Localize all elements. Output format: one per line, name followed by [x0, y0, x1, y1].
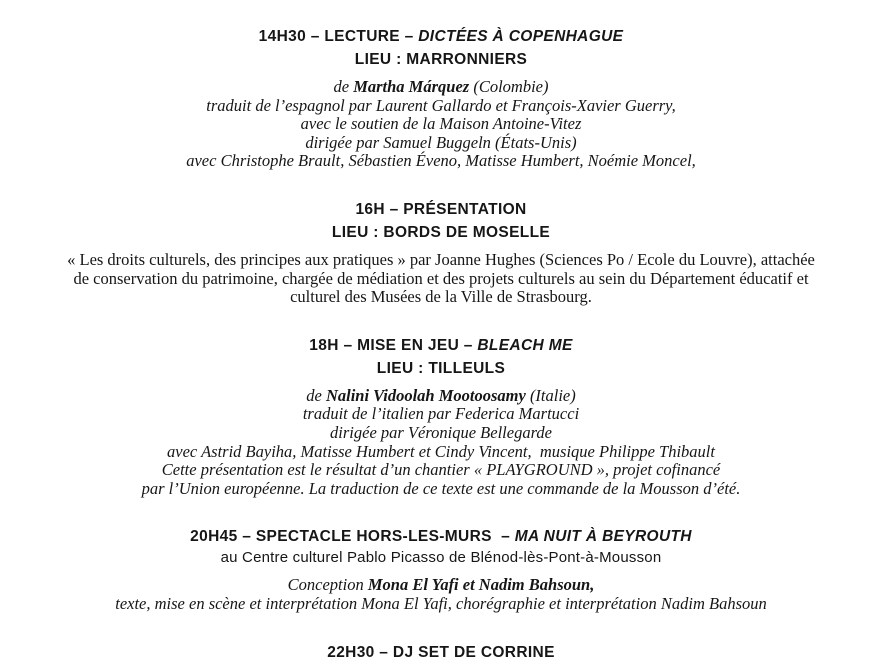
text-segment: 22H30 – DJ SET DE CORRINE: [327, 643, 555, 661]
text-segment: dirigée par Véronique Bellegarde: [330, 422, 552, 442]
body-line: [0, 405, 882, 424]
text-segment: avec Astrid Bayiha, Matisse Humbert et Cindy Vincent, musique Philippe Thibault: [167, 441, 715, 461]
text-segment: DICTÉES À COPENHAGUE: [418, 28, 624, 45]
text-segment: de: [306, 385, 326, 405]
text-segment: de conservation du patrimoine, chargée de médiation et des projets culturels au sein du Département éducatif et: [73, 268, 809, 288]
section-heading: [0, 199, 882, 220]
text-segment: 14H30 – LECTURE –: [258, 28, 419, 45]
text-segment: culturel des Musées de la Ville de Strasbourg.: [290, 287, 592, 307]
text-segment: dirigée par Samuel Buggeln (États-Unis): [305, 132, 577, 152]
section-body: [0, 78, 882, 171]
section-heading: [0, 642, 882, 663]
text-segment: « Les droits culturels, des principes aux pratiques » par Joanne Hughes (Sciences Po / Ecole du Louvre), attachée: [67, 249, 815, 269]
section-heading: [0, 335, 882, 356]
text-segment: par l’Union européenne. La traduction de ce texte est une commande de la Mousson d’été.: [141, 478, 741, 498]
body-line: [0, 288, 882, 307]
section-lecture-14h30: [0, 26, 882, 171]
body-line: [0, 134, 882, 153]
body-line: [0, 595, 882, 614]
text-segment: Mona El Yafi et Nadim Bahsoun,: [367, 575, 595, 595]
body-line: [0, 152, 882, 171]
body-line: [0, 424, 882, 443]
section-heading: [0, 26, 882, 47]
section-spectacle-20h45: [0, 526, 882, 613]
body-line: [0, 270, 882, 289]
body-line: [0, 115, 882, 134]
text-segment: Cette présentation est le résultat d’un chantier « PLAYGROUND », projet cofinancé: [161, 460, 721, 480]
text-segment: 20H45 – SPECTACLE HORS-LES-MURS –: [190, 528, 515, 546]
text-segment: traduit de l’italien par Federica Martucci: [302, 404, 580, 424]
section-mise-en-jeu-18h: [0, 335, 882, 499]
text-segment: avec le soutien de la Maison Antoine-Vitez: [300, 114, 582, 134]
section-dj-set-22h30: [0, 642, 882, 663]
text-segment: texte, mise en scène et interprétation Mona El Yafi, chorégraphie et interprétation Nadim Bahsoun: [115, 593, 767, 613]
section-body: [0, 387, 882, 499]
section-venue: LIEU : BORDS DE MOSELLE: [331, 223, 551, 241]
body-line: [0, 443, 882, 462]
text-segment: 18H – MISE EN JEU –: [309, 336, 478, 354]
section-presentation-16h: [0, 199, 882, 307]
text-segment: Martha Márquez: [353, 77, 470, 96]
section-venue: LIEU : MARRONNIERS: [354, 51, 528, 68]
section-body: [0, 576, 882, 613]
text-segment: 16H – PRÉSENTATION: [355, 200, 527, 218]
section-heading: [0, 526, 882, 547]
body-line: [0, 251, 882, 270]
body-line: [0, 387, 882, 406]
text-segment: avec Christophe Brault, Sébastien Éveno, Matisse Humbert, Noémie Moncel,: [186, 151, 696, 171]
text-segment: traduit de l’espagnol par Laurent Gallardo et François-Xavier Guerry,: [206, 95, 676, 115]
body-line: [0, 97, 882, 116]
text-segment: de: [333, 77, 354, 96]
text-segment: (Colombie): [469, 77, 549, 96]
body-line: [0, 480, 882, 499]
section-subheading: au Centre culturel Pablo Picasso de Blénod-lès-Pont-à-Mousson: [220, 549, 662, 567]
body-line: [0, 461, 882, 480]
text-segment: Nalini Vidoolah Mootoosamy: [325, 385, 526, 405]
body-line: [0, 576, 882, 595]
body-line: [0, 78, 882, 97]
text-segment: BLEACH ME: [477, 336, 573, 354]
text-segment: (Italie): [525, 385, 576, 405]
text-segment: Conception: [287, 575, 368, 595]
text-segment: MA NUIT À BEYROUTH: [514, 528, 692, 546]
section-venue: LIEU : TILLEULS: [376, 359, 506, 377]
section-body: [0, 251, 882, 307]
